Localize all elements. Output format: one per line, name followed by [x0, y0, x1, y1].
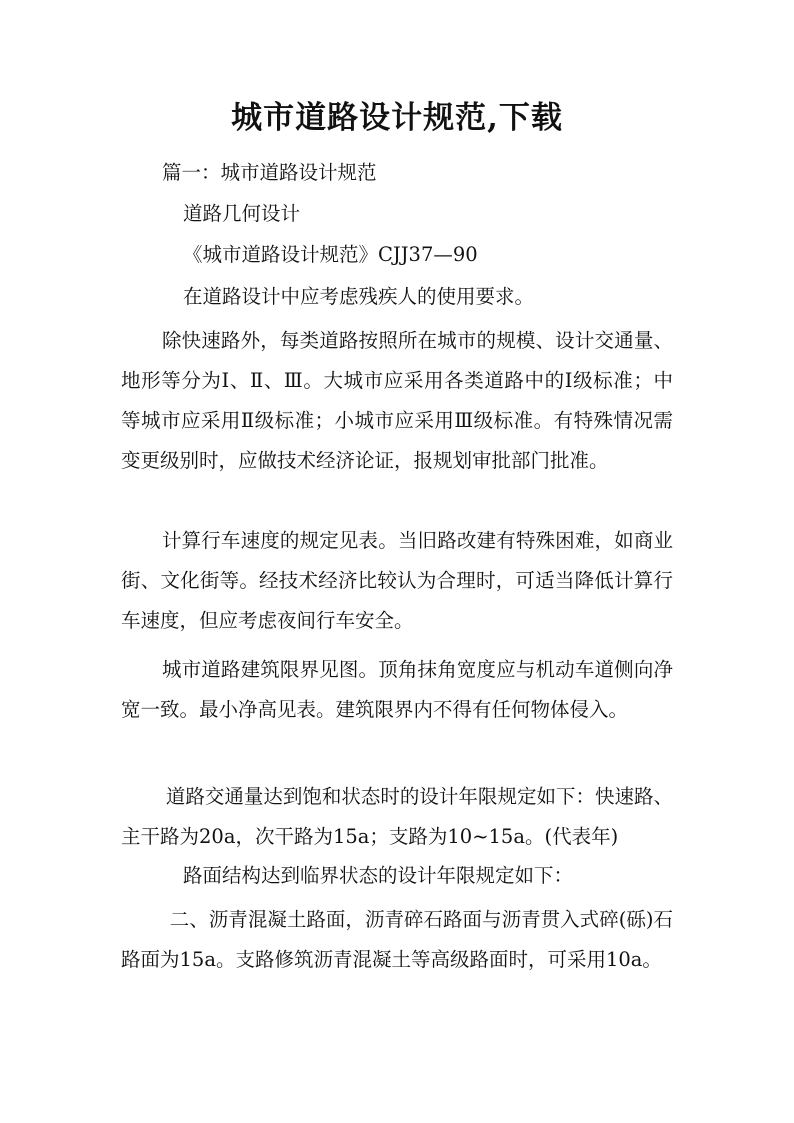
- paragraph-asphalt-pavement: 二、沥青混凝土路面，沥青碎石路面与沥青贯入式碎(砾)石路面为15a。支路修筑沥青混凝土等高级路面时，可采用10a。: [121, 908, 673, 971]
- subheading: 道路几何设计: [183, 202, 301, 225]
- paragraph-road-classes: 除快速路外，每类道路按照所在城市的规模、设计交通量、地形等分为Ⅰ、Ⅱ、Ⅲ。大城市应采用各类道路中的Ⅰ级标准；中等城市应采用Ⅱ级标准；小城市应采用Ⅲ级标准。有特殊情况需变更级别时，应做技术经济论证，报规划审批部门批准。: [121, 329, 673, 472]
- paragraph-pavement-design-years: 路面结构达到临界状态的设计年限规定如下：: [183, 864, 574, 887]
- standard-reference: 《城市道路设计规范》CJJ37—90: [183, 243, 478, 266]
- paragraph-clearance: 城市道路建筑限界见图。顶角抹角宽度应与机动车道侧向净宽一致。最小净高见表。建筑限界内不得有任何物体侵入。: [121, 658, 673, 721]
- section-heading: 篇一：城市道路设计规范: [162, 161, 377, 184]
- paragraph-accessibility: 在道路设计中应考虑残疾人的使用要求。: [183, 285, 535, 308]
- document-title: 城市道路设计规范,下载: [231, 100, 563, 136]
- paragraph-design-speed: 计算行车速度的规定见表。当旧路改建有特殊困难，如商业街、文化街等。经技术经济比较认为合理时，可适当降低计算行车速度，但应考虑夜间行车安全。: [121, 529, 673, 632]
- paragraph-traffic-design-years: 道路交通量达到饱和状态时的设计年限规定如下：快速路、主干路为20a，次干路为15a；支路为10~15a。(代表年): [121, 785, 673, 848]
